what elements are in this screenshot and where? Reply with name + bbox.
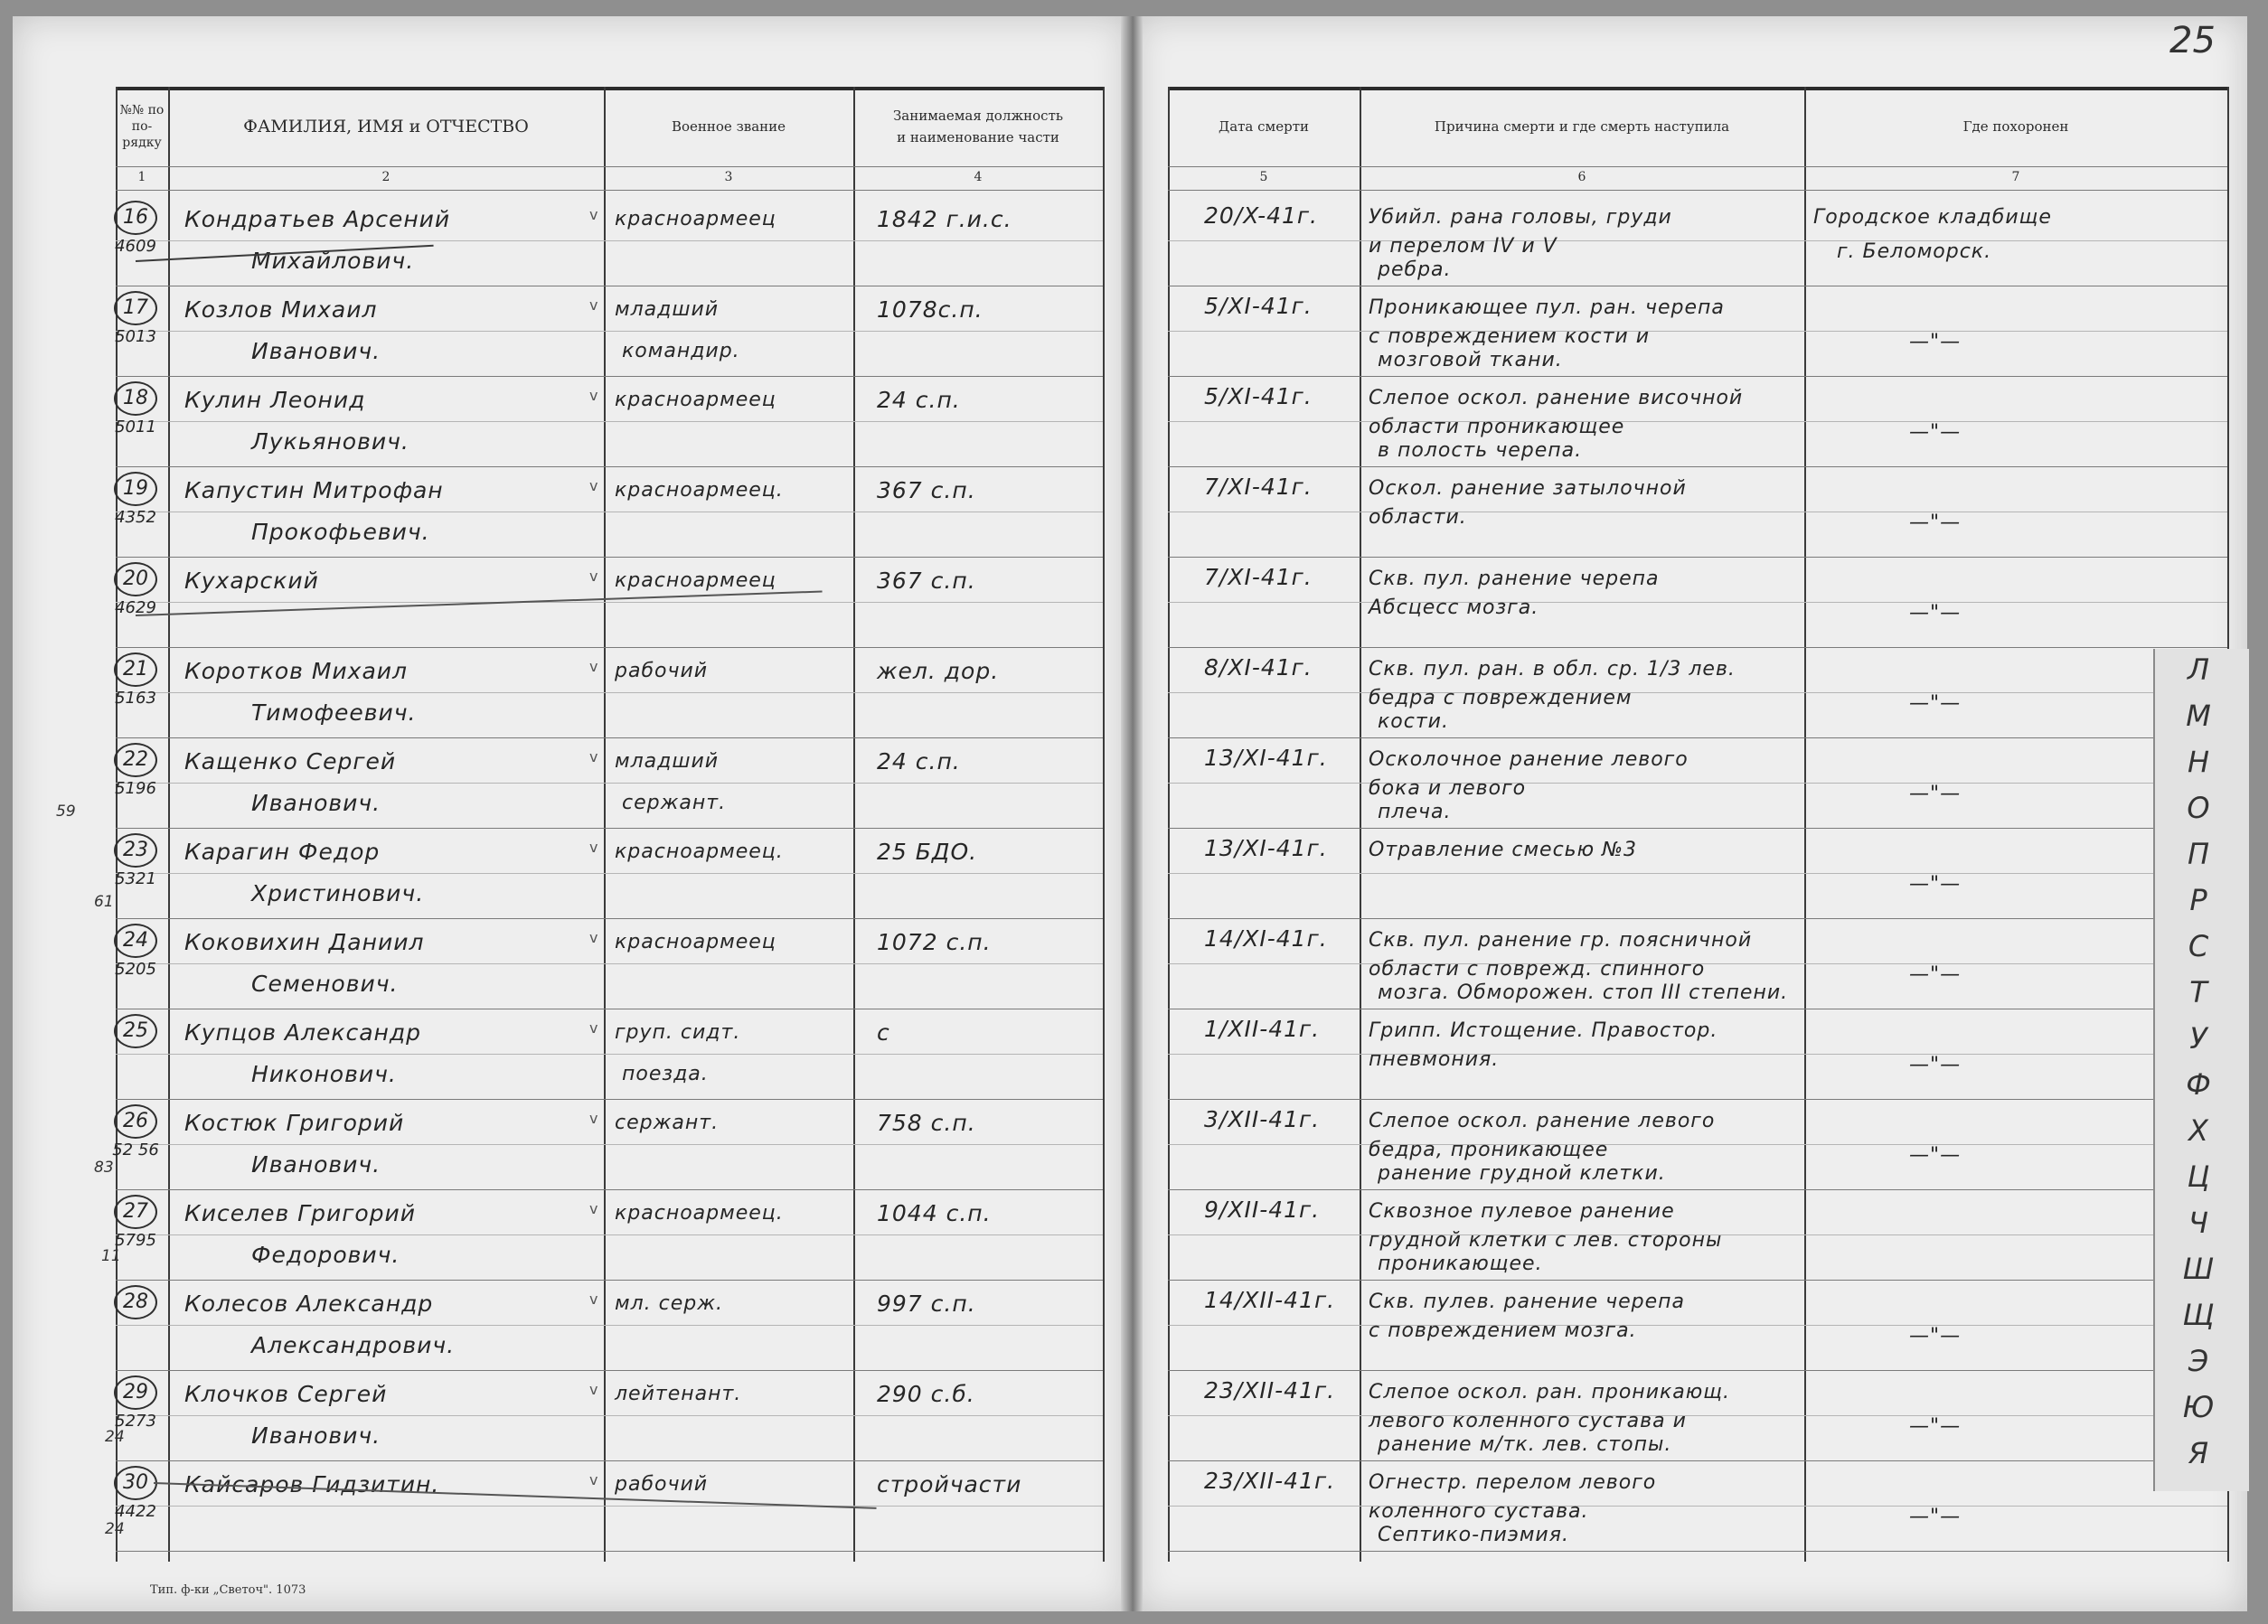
- rank-line-1: красноармеец.: [615, 1202, 784, 1225]
- cause-line-2: бедра с повреждением: [1369, 687, 1633, 709]
- cause-line-1: Слепое оскол. ран. проникающ.: [1369, 1381, 1730, 1403]
- unit-line-1: с: [877, 1019, 890, 1046]
- row-midline: [116, 331, 1103, 332]
- registry-number: 4352: [115, 508, 156, 527]
- registry-number: 52 56: [112, 1141, 159, 1159]
- row-midline: [116, 1325, 1103, 1326]
- cause-line-3: ранение грудной клетки.: [1378, 1162, 1666, 1185]
- row-index: [110, 562, 161, 617]
- row-index: [110, 381, 161, 437]
- name-line-1: Костюк Григорий: [184, 1110, 405, 1136]
- name-line-2: Иванович.: [251, 790, 381, 816]
- row-separator: [116, 376, 1103, 377]
- name-line-1: Карагин Федор: [184, 839, 381, 865]
- name-line-1: Киселев Григорий: [184, 1200, 417, 1226]
- row-separator: [116, 918, 1103, 919]
- row-midline: [1168, 1506, 2227, 1507]
- death-date: 23/XII-41г.: [1204, 1468, 1336, 1494]
- buried-line-2: —"—: [1909, 602, 1962, 624]
- row-separator: [1168, 737, 2227, 738]
- row-separator: [116, 557, 1103, 558]
- row-midline: [1168, 1054, 2227, 1055]
- unit-line-1: 1842 г.и.с.: [877, 206, 1012, 232]
- row-separator: [1168, 647, 2227, 648]
- row-separator: [1168, 1370, 2227, 1371]
- row-midline: [116, 692, 1103, 693]
- row-number: 16: [114, 201, 157, 235]
- row-separator: [1168, 466, 2227, 467]
- registry-number: 5011: [115, 418, 156, 437]
- row-number: 17: [114, 291, 157, 325]
- row-index: [110, 652, 161, 708]
- row-separator: [1168, 1280, 2227, 1281]
- row-midline: [1168, 1325, 2227, 1326]
- alphabet-letter[interactable]: Ю: [2182, 1390, 2215, 1424]
- death-date: 3/XII-41г.: [1204, 1106, 1321, 1132]
- unit-line-1: 1072 с.п.: [877, 929, 992, 955]
- row-number: 27: [114, 1195, 157, 1229]
- row-separator: [116, 737, 1103, 738]
- name-line-2: Иванович.: [251, 338, 381, 364]
- name-line-1: Колесов Александр: [184, 1291, 434, 1317]
- row-index: [110, 924, 161, 979]
- row-separator: [1168, 1551, 2227, 1552]
- cause-line-1: Сквозное пулевое ранение: [1369, 1200, 1675, 1223]
- row-separator: [1168, 828, 2227, 829]
- alphabet-letter[interactable]: Х: [2188, 1113, 2208, 1148]
- row-number: 25: [114, 1014, 157, 1048]
- cause-line-2: пневмония.: [1369, 1048, 1500, 1071]
- page-number: 25: [2169, 20, 2216, 61]
- row-number: 19: [114, 472, 157, 506]
- cause-line-3: Септико-пиэмия.: [1378, 1524, 1569, 1546]
- name-line-1: Коковихин Даниил: [184, 929, 425, 955]
- row-separator: [1168, 376, 2227, 377]
- row-midline: [116, 1054, 1103, 1055]
- cause-line-2: с повреждением мозга.: [1369, 1319, 1637, 1342]
- registry-number: 5163: [115, 689, 156, 708]
- rank-line-1: груп. сидт.: [615, 1021, 741, 1044]
- death-date: 9/XII-41г.: [1204, 1197, 1321, 1223]
- name-line-2: Михайлович.: [251, 248, 415, 274]
- row-separator: [1168, 918, 2227, 919]
- name-line-2: Иванович.: [251, 1422, 381, 1449]
- buried-line-1: Городское кладбище: [1813, 206, 2052, 229]
- row-midline: [116, 1234, 1103, 1235]
- rank-line-1: красноармеец: [615, 208, 776, 230]
- row-midline: [116, 421, 1103, 422]
- name-line-1: Кухарский: [184, 568, 319, 594]
- alphabet-letter[interactable]: Я: [2188, 1436, 2209, 1470]
- alphabet-letter[interactable]: О: [2187, 791, 2210, 825]
- header-buried: Где похоронен: [1962, 118, 2069, 135]
- alphabet-letter[interactable]: Щ: [2182, 1298, 2215, 1332]
- death-date: 20/X-41г.: [1204, 202, 1318, 229]
- name-line-1: Коротков Михаил: [184, 658, 409, 684]
- cause-line-3: мозговой ткани.: [1378, 349, 1563, 371]
- rank-line-1: лейтенант.: [615, 1383, 742, 1405]
- death-date: 7/XI-41г.: [1204, 474, 1313, 500]
- registry-number: 5795: [115, 1231, 156, 1250]
- header-name: ФАМИЛИЯ, ИМЯ и ОТЧЕСТВО: [243, 117, 529, 136]
- name-line-1: Капустин Митрофан: [184, 477, 444, 503]
- cause-line-2: и перелом IV и V: [1369, 235, 1557, 258]
- alphabet-letter[interactable]: М: [2186, 699, 2211, 733]
- unit-line-1: 758 с.п.: [877, 1110, 976, 1136]
- margin-note: 24: [105, 1428, 125, 1446]
- unit-line-1: 25 БДО.: [877, 839, 978, 865]
- alphabet-letter[interactable]: Р: [2189, 883, 2207, 917]
- registry-number: 4609: [115, 237, 156, 256]
- row-midline: [1168, 331, 2227, 332]
- cause-line-1: Скв. пул. ранение черепа: [1369, 568, 1660, 590]
- death-date: 13/XI-41г.: [1204, 835, 1328, 861]
- row-number: 26: [114, 1104, 157, 1139]
- cause-line-1: Скв. пулев. ранение черепа: [1369, 1291, 1686, 1313]
- buried-line-2: —"—: [1909, 1415, 1962, 1438]
- name-line-2: Никонович.: [251, 1061, 397, 1087]
- check-mark: v: [589, 1381, 598, 1398]
- row-midline: [1168, 1415, 2227, 1416]
- row-midline: [1168, 421, 2227, 422]
- row-separator: [1168, 1099, 2227, 1100]
- registry-number: 5013: [115, 327, 156, 346]
- check-mark: v: [589, 839, 598, 856]
- row-separator: [116, 1460, 1103, 1461]
- check-mark: v: [589, 477, 598, 494]
- unit-line-1: 997 с.п.: [877, 1291, 976, 1317]
- rank-line-1: мл. серж.: [615, 1292, 724, 1315]
- registry-number: 4422: [115, 1502, 156, 1521]
- cause-line-2: области.: [1369, 506, 1467, 529]
- header-num: №№ по по- рядку: [119, 103, 165, 150]
- cause-line-3: ранение м/тк. лев. стопы.: [1378, 1433, 1672, 1456]
- cause-line-2: бедра, проникающее: [1369, 1139, 1609, 1161]
- cause-line-1: Отравление смесью №3: [1369, 839, 1638, 861]
- check-mark: v: [589, 206, 598, 223]
- registry-number: 5273: [115, 1412, 156, 1431]
- left-table: [112, 87, 1103, 1562]
- unit-line-1: жел. дор.: [877, 658, 1000, 684]
- buried-line-2: —"—: [1909, 783, 1962, 805]
- row-separator: [116, 1189, 1103, 1190]
- name-line-2: Христинович.: [251, 880, 425, 906]
- check-mark: v: [589, 1471, 598, 1488]
- rank-line-1: младший: [615, 298, 720, 321]
- name-line-2: Тимофеевич.: [251, 699, 417, 726]
- row-index: [110, 1104, 161, 1159]
- buried-line-2: —"—: [1909, 1054, 1962, 1076]
- column-number-4: 4: [974, 170, 983, 184]
- cause-line-3: в полость черепа.: [1378, 439, 1583, 462]
- name-line-1: Кондратьев Арсений: [184, 206, 451, 232]
- rank-line-2: поезда.: [622, 1063, 709, 1085]
- column-number-1: 1: [137, 170, 146, 184]
- rank-line-2: сержант.: [622, 792, 727, 814]
- row-midline: [1168, 602, 2227, 603]
- row-number: 24: [114, 924, 157, 958]
- row-index: [110, 743, 161, 798]
- row-separator: [116, 1099, 1103, 1100]
- rank-line-1: рабочий: [615, 660, 709, 682]
- alphabet-letter[interactable]: Ф: [2186, 1067, 2211, 1102]
- row-index: [110, 1285, 161, 1321]
- name-line-2: Александрович.: [251, 1332, 456, 1358]
- cause-line-3: проникающее.: [1378, 1253, 1543, 1275]
- death-date: 14/XII-41г.: [1204, 1287, 1336, 1313]
- death-date: 13/XI-41г.: [1204, 745, 1328, 771]
- row-midline: [116, 240, 1103, 241]
- name-line-1: Клочков Сергей: [184, 1381, 388, 1407]
- column-number-7: 7: [2011, 170, 2020, 184]
- row-midline: [1168, 873, 2227, 874]
- row-separator: [116, 1370, 1103, 1371]
- row-number: 28: [114, 1285, 157, 1319]
- row-midline: [1168, 783, 2227, 784]
- name-line-1: Кулин Леонид: [184, 387, 366, 413]
- check-mark: v: [589, 748, 598, 765]
- row-index: [110, 472, 161, 527]
- name-line-2: Иванович.: [251, 1151, 381, 1178]
- cause-line-1: Скв. пул. ран. в обл. ср. 1/3 лев.: [1369, 658, 1736, 681]
- margin-note: 24: [105, 1520, 125, 1538]
- cause-line-2: левого коленного сустава и: [1369, 1410, 1687, 1432]
- margin-note: 59: [56, 803, 76, 821]
- check-mark: v: [589, 1110, 598, 1127]
- row-midline: [116, 783, 1103, 784]
- row-midline: [116, 963, 1103, 964]
- rank-line-1: красноармеец.: [615, 479, 784, 502]
- alphabet-letter[interactable]: П: [2187, 837, 2210, 871]
- buried-line-2: —"—: [1909, 421, 1962, 444]
- cause-line-1: Слепое оскол. ранение левого: [1369, 1110, 1716, 1132]
- right-table: [1168, 87, 2227, 1562]
- row-midline: [1168, 1144, 2227, 1145]
- header-position: Занимаемая должность и наименование части: [892, 108, 1064, 146]
- unit-line-1: 367 с.п.: [877, 477, 976, 503]
- alphabet-letter[interactable]: Ш: [2182, 1252, 2215, 1286]
- unit-line-1: 24 с.п.: [877, 387, 961, 413]
- check-mark: v: [589, 929, 598, 946]
- buried-line-2: —"—: [1909, 963, 1962, 986]
- rank-line-1: младший: [615, 750, 720, 773]
- alphabet-letter[interactable]: Ц: [2187, 1159, 2210, 1194]
- name-line-1: Купцов Александр: [184, 1019, 422, 1046]
- row-midline: [116, 1144, 1103, 1145]
- check-mark: v: [589, 658, 598, 675]
- death-date: 8/XI-41г.: [1204, 654, 1313, 681]
- rank-line-1: красноармеец: [615, 389, 776, 411]
- death-date: 14/XI-41г.: [1204, 925, 1328, 952]
- registry-number: 5321: [115, 869, 156, 888]
- buried-line-2: г. Беломорск.: [1837, 240, 1992, 263]
- check-mark: v: [589, 1200, 598, 1217]
- cause-line-2: бока и левого: [1369, 777, 1527, 800]
- cause-line-1: Грипп. Истощение. Правостор.: [1369, 1019, 1718, 1042]
- row-index: [110, 291, 161, 346]
- alphabet-letter[interactable]: Т: [2189, 975, 2207, 1009]
- row-midline: [1168, 692, 2227, 693]
- cause-line-1: Проникающее пул. ран. черепа: [1369, 296, 1725, 319]
- unit-line-1: 367 с.п.: [877, 568, 976, 594]
- row-number: 30: [114, 1466, 157, 1500]
- rank-line-1: красноармеец.: [615, 840, 784, 863]
- cause-line-2: области проникающее: [1369, 416, 1625, 438]
- cause-line-1: Огнестр. перелом левого: [1369, 1471, 1657, 1494]
- cause-line-3: мозга. Обморожен. стоп III степени.: [1378, 981, 1789, 1004]
- registry-number: 5205: [115, 960, 156, 979]
- header-rank: Военное звание: [671, 118, 786, 135]
- row-midline: [116, 1415, 1103, 1416]
- row-number: 21: [114, 652, 157, 687]
- death-date: 23/XII-41г.: [1204, 1377, 1336, 1403]
- buried-line-2: —"—: [1909, 1144, 1962, 1167]
- cause-line-2: грудной клетки с лев. стороны: [1369, 1229, 1723, 1252]
- rank-line-1: сержант.: [615, 1112, 720, 1134]
- row-index: [110, 833, 161, 888]
- cause-line-2: области с поврежд. спинного: [1369, 958, 1706, 981]
- row-number: 22: [114, 743, 157, 777]
- column-number-2: 2: [381, 170, 391, 184]
- cause-line-2: коленного сустава.: [1369, 1500, 1589, 1523]
- buried-line-2: —"—: [1909, 692, 1962, 715]
- name-line-1: Кащенко Сергей: [184, 748, 397, 774]
- alphabet-letter[interactable]: С: [2188, 929, 2209, 963]
- row-midline: [116, 873, 1103, 874]
- row-separator: [116, 828, 1103, 829]
- row-number: 20: [114, 562, 157, 596]
- buried-line-2: —"—: [1909, 331, 1962, 353]
- column-number-5: 5: [1259, 170, 1268, 184]
- row-separator: [1168, 557, 2227, 558]
- row-index: [110, 201, 161, 256]
- row-separator: [116, 466, 1103, 467]
- rank-line-1: красноармеец: [615, 569, 776, 592]
- cause-line-3: ребра.: [1378, 258, 1452, 281]
- cause-line-1: Осколочное ранение левого: [1369, 748, 1689, 771]
- check-mark: v: [589, 568, 598, 585]
- row-separator: [1168, 1189, 2227, 1190]
- row-separator: [116, 647, 1103, 648]
- name-line-2: Федорович.: [251, 1242, 400, 1268]
- name-line-2: Семенович.: [251, 971, 399, 997]
- cause-line-1: Скв. пул. ранение гр. поясничной: [1369, 929, 1753, 952]
- check-mark: v: [589, 296, 598, 314]
- cause-line-1: Убийл. рана головы, груди: [1369, 206, 1672, 229]
- row-separator: [116, 1551, 1103, 1552]
- registry-number: 5196: [115, 779, 156, 798]
- row-midline: [116, 1506, 1103, 1507]
- header-cause: Причина смерти и где смерть наступила: [1434, 118, 1730, 135]
- unit-line-1: 1078с.п.: [877, 296, 983, 323]
- header-death-date: Дата смерти: [1219, 118, 1309, 135]
- registry-number: 4629: [115, 598, 156, 617]
- alphabet-letter[interactable]: У: [2189, 1021, 2207, 1056]
- row-number: 29: [114, 1375, 157, 1410]
- row-separator: [116, 1280, 1103, 1281]
- check-mark: v: [589, 1291, 598, 1308]
- row-index: [110, 1195, 161, 1250]
- buried-line-2: —"—: [1909, 1325, 1962, 1347]
- column-number-6: 6: [1577, 170, 1586, 184]
- name-line-2: Лукьянович.: [251, 428, 409, 455]
- margin-note: 83: [94, 1159, 114, 1177]
- row-number: 18: [114, 381, 157, 416]
- alphabet-letter[interactable]: Л: [2187, 652, 2210, 687]
- death-date: 5/XI-41г.: [1204, 293, 1313, 319]
- unit-line-1: 24 с.п.: [877, 748, 961, 774]
- buried-line-2: —"—: [1909, 1506, 1962, 1528]
- column-number-3: 3: [724, 170, 733, 184]
- rank-line-1: красноармеец: [615, 931, 776, 953]
- row-midline: [116, 602, 1103, 603]
- check-mark: v: [589, 1019, 598, 1037]
- death-date: 5/XI-41г.: [1204, 383, 1313, 409]
- cause-line-3: плеча.: [1378, 801, 1452, 823]
- name-line-1: Козлов Михаил: [184, 296, 378, 323]
- margin-note: 61: [94, 893, 114, 911]
- death-date: 1/XII-41г.: [1204, 1016, 1321, 1042]
- unit-line-1: 1044 с.п.: [877, 1200, 992, 1226]
- alphabet-letter[interactable]: Э: [2188, 1344, 2209, 1378]
- alphabet-letter[interactable]: Н: [2187, 745, 2210, 779]
- death-date: 7/XI-41г.: [1204, 564, 1313, 590]
- margin-note: 11: [101, 1247, 121, 1265]
- row-number: 23: [114, 833, 157, 868]
- row-index: [110, 1466, 161, 1521]
- name-line-2: Прокофьевич.: [251, 519, 430, 545]
- row-index: [110, 1375, 161, 1431]
- buried-line-2: —"—: [1909, 512, 1962, 534]
- printer-imprint: Тип. ф-ки „Светоч". 1073: [150, 1583, 306, 1597]
- cause-line-1: Оскол. ранение затылочной: [1369, 477, 1687, 500]
- unit-line-1: стройчасти: [877, 1471, 1022, 1497]
- cause-line-2: с повреждением кости и: [1369, 325, 1651, 348]
- unit-line-1: 290 с.б.: [877, 1381, 975, 1407]
- row-separator: [1168, 1460, 2227, 1461]
- alphabet-letter[interactable]: Ч: [2188, 1206, 2208, 1240]
- row-midline: [1168, 240, 2227, 241]
- rank-line-1: рабочий: [615, 1473, 709, 1496]
- cause-line-1: Слепое оскол. ранение височной: [1369, 387, 1744, 409]
- row-index: [110, 1014, 161, 1050]
- cause-line-3: кости.: [1378, 710, 1449, 733]
- cause-line-2: Абсцесс мозга.: [1369, 596, 1539, 619]
- name-line-1: Кайсаров Гидзитин.: [184, 1471, 440, 1497]
- book-spine: [1121, 16, 1143, 1611]
- rank-line-2: командир.: [622, 340, 740, 362]
- check-mark: v: [589, 387, 598, 404]
- buried-line-2: —"—: [1909, 873, 1962, 896]
